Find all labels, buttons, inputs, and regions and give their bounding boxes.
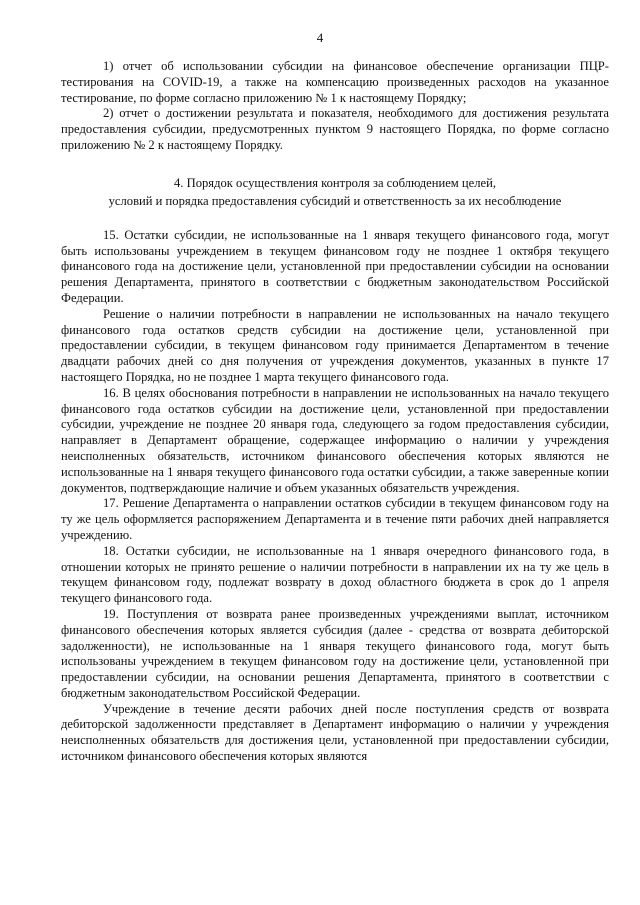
section-heading-line-2: условий и порядка предоставления субсидий и ответственность за их несоблюдение — [108, 193, 562, 208]
document-body — [61, 59, 609, 765]
paragraph-18: 18. Остатки субсидии, не использованные на 1 января очередного финансового года, в отношении которых не принято решение о наличии потребности в направлении их на ту же цель в текущем финансовом году, подлежат возврату в доход областного бюджета в срок до 1 апреля текущего финансового года. — [61, 543, 609, 606]
paragraph-report-usage: 1) отчет об использовании субсидии на финансовое обеспечение организации ПЦР-тестирования на COVID-19, а также на компенсацию произведенных расходов на указанное тестирование, по форме согласно приложению № 1 к настоящему Порядку; — [61, 59, 609, 105]
paragraph-16: 16. В целях обоснования потребности в направлении не использованных на начало текущего финансового года остатков субсидии на достижение цели, установленной при предоставлении субсидии, учреждение не позднее 20 января года, следующего за годом предоставления субсидии, направляет в Департамент обращение, содержащее информацию о наличии у учреждения неисполненных обязательств, источником финансового обеспечения которых являются не использованные на 1 января текущего финансового года остатки субсидии, а также заверенные копии документов, подтверждающие наличие и объем указанных обязательств учреждения. — [61, 385, 609, 495]
paragraph-17: 17. Решение Департамента о направлении остатков субсидии в текущем финансовом году на ту же цель оформляется распоряжением Департамента и в течение пяти рабочих дней направляется учреждению. — [61, 496, 609, 542]
paragraph-15: 15. Остатки субсидии, не использованные на 1 января текущего финансового года, могут быть использованы учреждением в текущем финансовом году не позднее 1 октября текущего финансового года на достижение цели, установленной при предоставлении субсидии на основании решения Департамента, принятого в соответствии с бюджетным законодательством Российской Федерации. — [61, 227, 609, 305]
paragraph-19: 19. Поступления от возврата ранее произведенных учреждениями выплат, источником финансового обеспечения которых является субсидия (далее - средства от возврата дебиторской задолженности), не использованные на 1 января текущего финансового года, могут быть использованы учреждением в текущем финансовом году на достижение цели, установленной при предоставлении субсидии, на основании решения Департамента, принятого в соответствии с бюджетным законодательством Российской Федерации. — [61, 606, 609, 700]
page-number: 4 — [316, 30, 324, 45]
paragraph-report-results: 2) отчет о достижении результата и показателя, необходимого для достижения результата предоставления субсидии, предусмотренных пунктом 9 настоящего Порядка, по форме согласно приложению № 2 к настоящему Порядку. — [61, 106, 609, 152]
section-heading — [61, 174, 609, 210]
section-heading-line-1: 4. Порядок осуществления контроля за соблюдением целей, — [174, 175, 496, 190]
paragraph-15-decision: Решение о наличии потребности в направлении не использованных на начало текущего финансового года остатков средств субсидии на достижение цели, установленной при предоставлении субсидии, в текущем финансовом году принимается Департаментом в течение двадцати рабочих дней со дня получения от учреждения документов, указанных в пункте 17 настоящего Порядка, но не позднее 1 марта текущего финансового года. — [61, 306, 609, 384]
paragraph-19-info: Учреждение в течение десяти рабочих дней после поступления средств от возврата дебиторской задолженности представляет в Департамент информацию о наличии у учреждения неисполненных обязательств для достижения цели, установленной при предоставлении субсидии, источником финансового обеспечения которых являются — [61, 701, 609, 764]
